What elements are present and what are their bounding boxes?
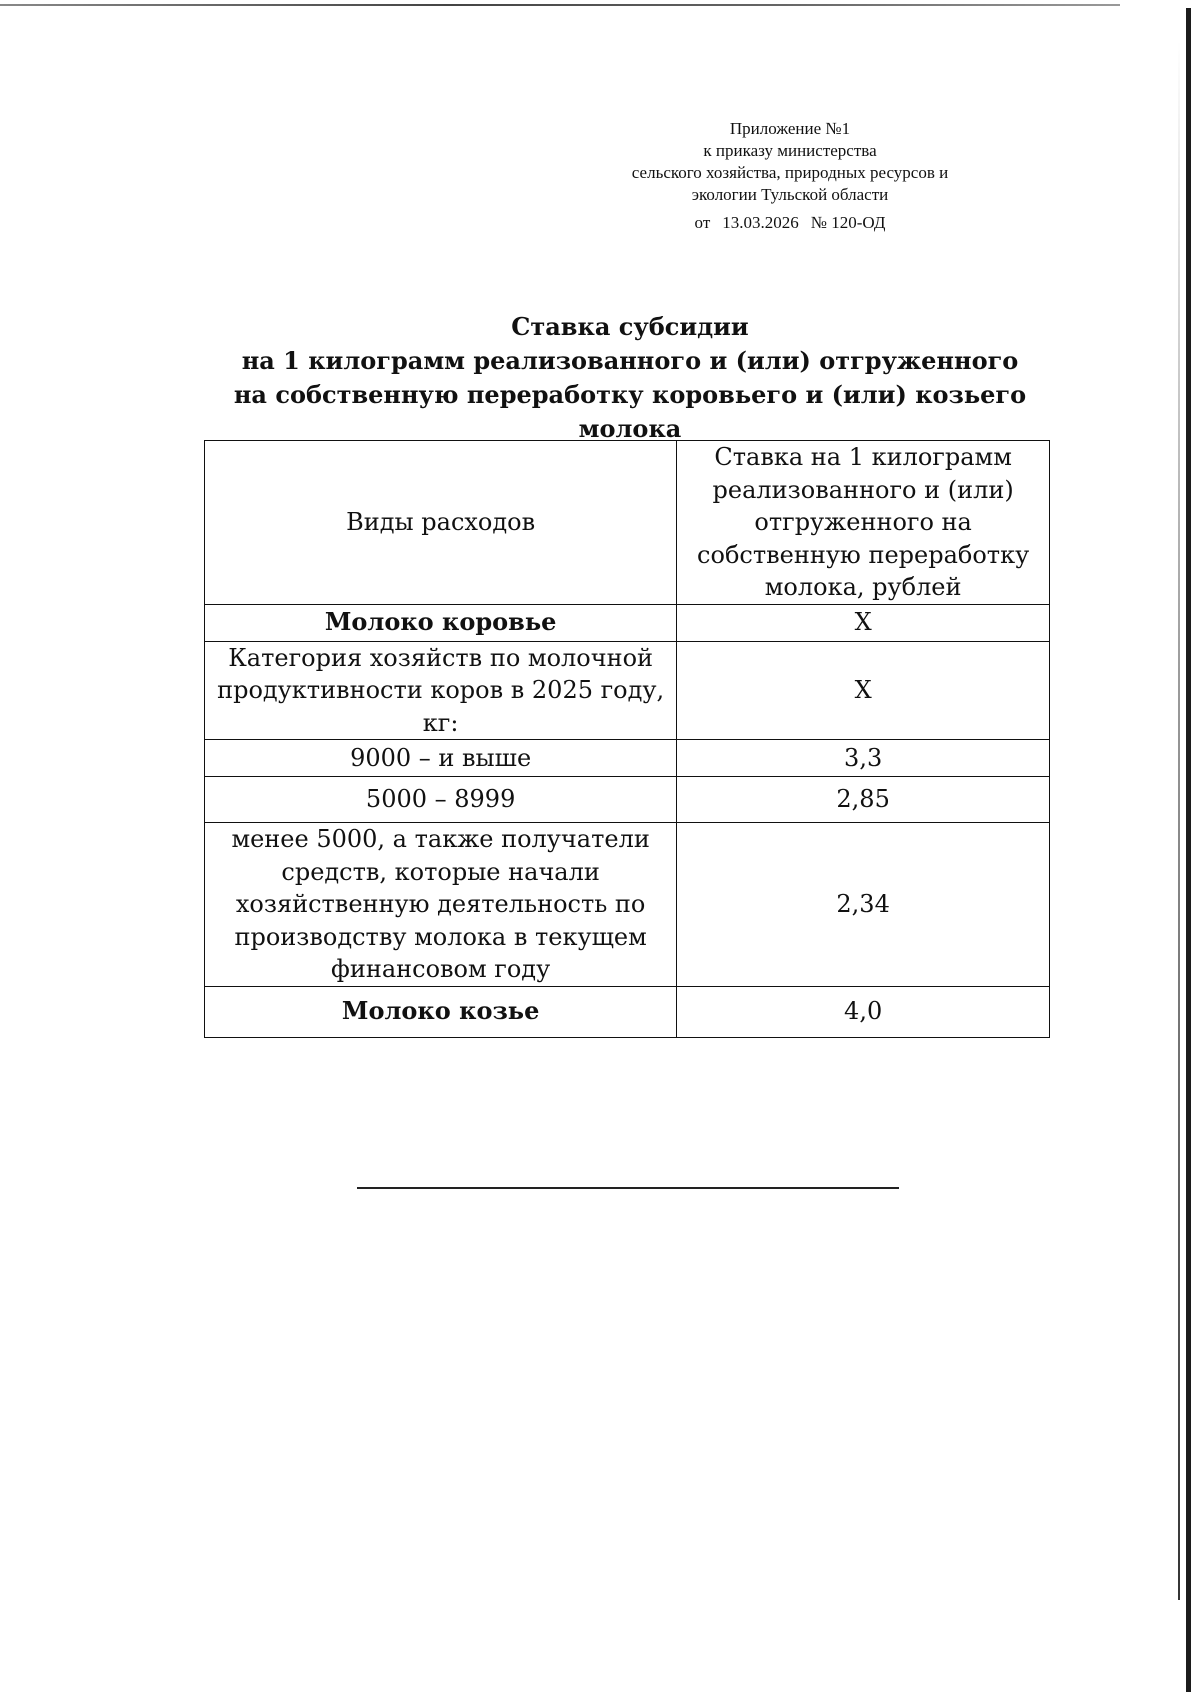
table-row (205, 823, 1050, 987)
scan-top-edge (0, 4, 1120, 6)
order-number: № 120-ОД (810, 213, 886, 232)
order-date: 13.03.2026 (722, 213, 799, 232)
row-label: Молоко коровье (205, 604, 677, 641)
title-line-1: Ставка субсидии (511, 312, 749, 341)
table-header-row (205, 441, 1050, 605)
row-label: менее 5000, а также получатели средств, которые начали хозяйственную деятельность по производству молока в текущем финансовом году (205, 823, 677, 987)
table-row (205, 740, 1050, 777)
row-value: 2,34 (677, 823, 1050, 987)
scan-right-edge (1186, 8, 1191, 1692)
table-row (205, 777, 1050, 823)
title-line-3: на собственную переработку коровьего и (или) козьего молока (233, 380, 1027, 443)
row-label: 9000 – и выше (205, 740, 677, 777)
appendix-header (560, 118, 1020, 234)
appendix-ministry: сельского хозяйства, природных ресурсов и (631, 163, 949, 182)
subsidy-rates-table (204, 440, 1050, 1038)
title-line-2: на 1 килограмм реализованного и (или) отгруженного (241, 346, 1019, 375)
table-row (205, 641, 1050, 740)
row-label: Категория хозяйств по молочной продуктивности коров в 2025 году, кг: (205, 641, 677, 740)
order-details (560, 212, 1020, 234)
row-label: 5000 – 8999 (205, 777, 677, 823)
closing-line (357, 1187, 899, 1189)
header-expense-types: Виды расходов (205, 441, 677, 605)
row-value: 2,85 (677, 777, 1050, 823)
appendix-region: экологии Тульской области (691, 185, 889, 204)
document-title (180, 310, 1080, 446)
order-prefix: от (694, 213, 711, 232)
row-value: 4,0 (677, 986, 1050, 1037)
appendix-order-ref: к приказу министерства (703, 141, 877, 160)
table-row (205, 604, 1050, 641)
row-label: Молоко козье (205, 986, 677, 1037)
row-value: X (677, 641, 1050, 740)
scan-right-shadow (1178, 40, 1180, 1600)
header-rate: Ставка на 1 килограмм реализованного и (или) отгруженного на собственную переработку молока, рублей (677, 441, 1050, 605)
appendix-number: Приложение №1 (729, 119, 851, 138)
table-row (205, 986, 1050, 1037)
row-value: X (677, 604, 1050, 641)
row-value: 3,3 (677, 740, 1050, 777)
